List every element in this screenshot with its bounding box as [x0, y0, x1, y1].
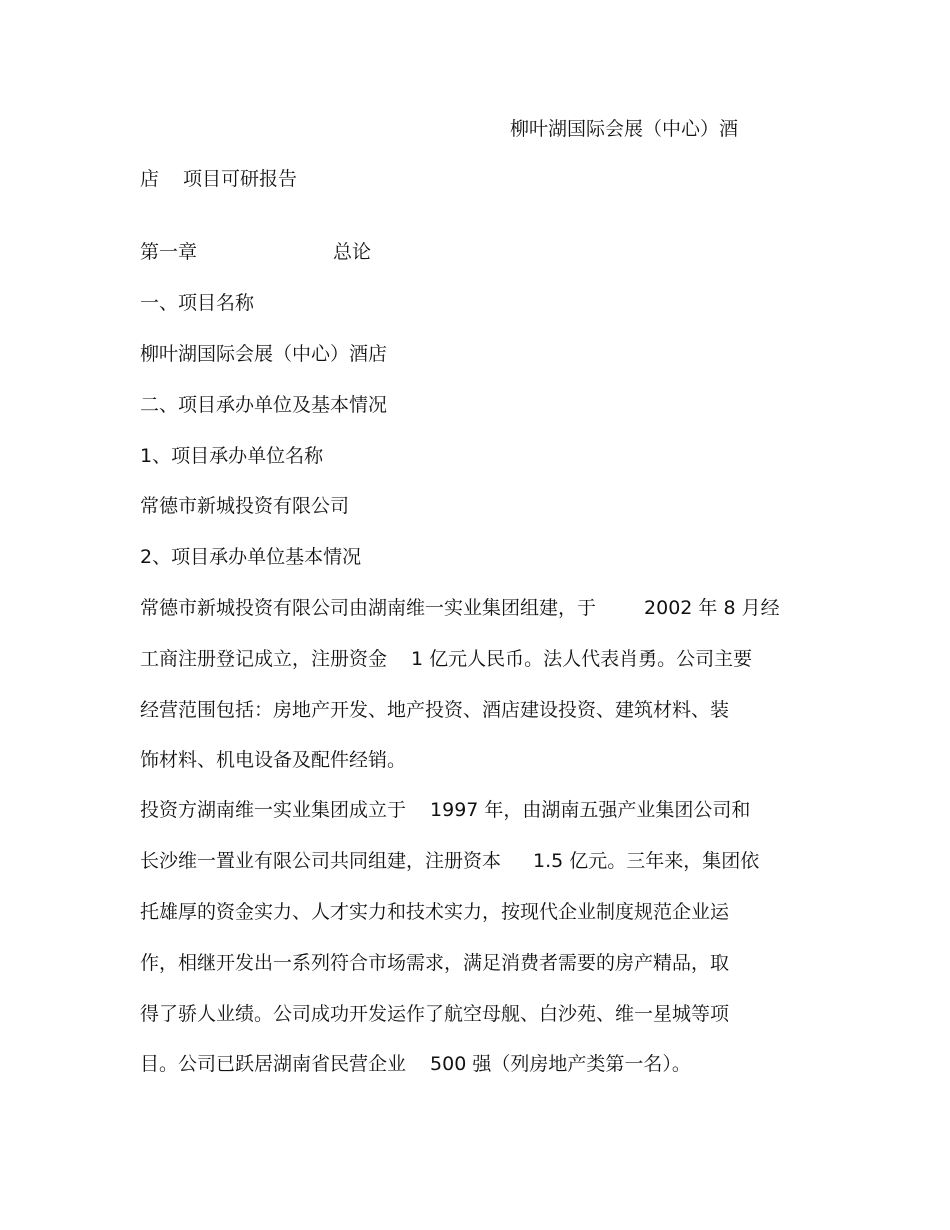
para1-line-3: 经营范围包括：房地产开发、地产投资、酒店建设投资、建筑材料、装: [140, 699, 730, 721]
section-2-heading: 二、项目承办单位及基本情况: [140, 394, 388, 416]
title-line-2: [140, 166, 297, 192]
para2-line-2b: 1.5 亿元。三年来，集团依: [533, 850, 760, 872]
para2-line-6: [140, 1051, 691, 1077]
para2-line-2: [140, 848, 759, 874]
title-part-2a: 店: [140, 168, 160, 190]
title-part-2b: 项目可研报告: [183, 168, 298, 190]
chapter-name: 总论: [333, 241, 372, 263]
para2-line-6a: 目。公司已跃居湖南省民营企业: [140, 1053, 407, 1075]
para2-line-1: [140, 797, 750, 823]
para2-line-4: 作，相继开发出一系列符合市场需求，满足消费者需要的房产精品，取: [140, 952, 730, 974]
para2-line-3: 托雄厚的资金实力、人才实力和技术实力，按现代企业制度规范企业运: [140, 901, 730, 923]
section-2-1-body: 常德市新城投资有限公司: [140, 495, 350, 517]
title-part-1: 柳叶湖国际会展（中心）酒: [510, 118, 739, 140]
para2-line-1b: 1997 年，由湖南五强产业集团公司和: [430, 799, 751, 821]
chapter-number: 第一章: [140, 241, 198, 263]
para2-line-5: 得了骄人业绩。公司成功开发运作了航空母舰、白沙苑、维一星城等项: [140, 1003, 730, 1025]
section-2-1-heading: 1、项目承办单位名称: [140, 445, 324, 467]
para2-line-6b: 500 强（列房地产类第一名）。: [430, 1053, 691, 1075]
para1-line-2a: 工商注册登记成立，注册资金: [140, 648, 388, 670]
para2-line-1a: 投资方湖南维一实业集团成立于: [140, 799, 407, 821]
para1-line-2b: 1 亿元人民币。法人代表肖勇。公司主要: [411, 648, 753, 670]
para1-line-1: [140, 595, 780, 621]
para1-line-2: [140, 646, 752, 672]
para1-line-1b: 2002 年 8 月经: [644, 597, 780, 619]
title-line-1: [510, 116, 738, 142]
section-1-heading: 一、项目名称: [140, 292, 255, 314]
chapter-heading: [140, 239, 371, 265]
para1-line-4: 饰材料、机电设备及配件经销。: [140, 749, 407, 771]
para2-line-2a: 长沙维一置业有限公司共同组建，注册资本: [140, 850, 502, 872]
section-2-2-heading: 2、项目承办单位基本情况: [140, 546, 362, 568]
section-1-body: 柳叶湖国际会展（中心）酒店: [140, 343, 388, 365]
para1-line-1a: 常德市新城投资有限公司由湖南维一实业集团组建，于: [140, 597, 597, 619]
